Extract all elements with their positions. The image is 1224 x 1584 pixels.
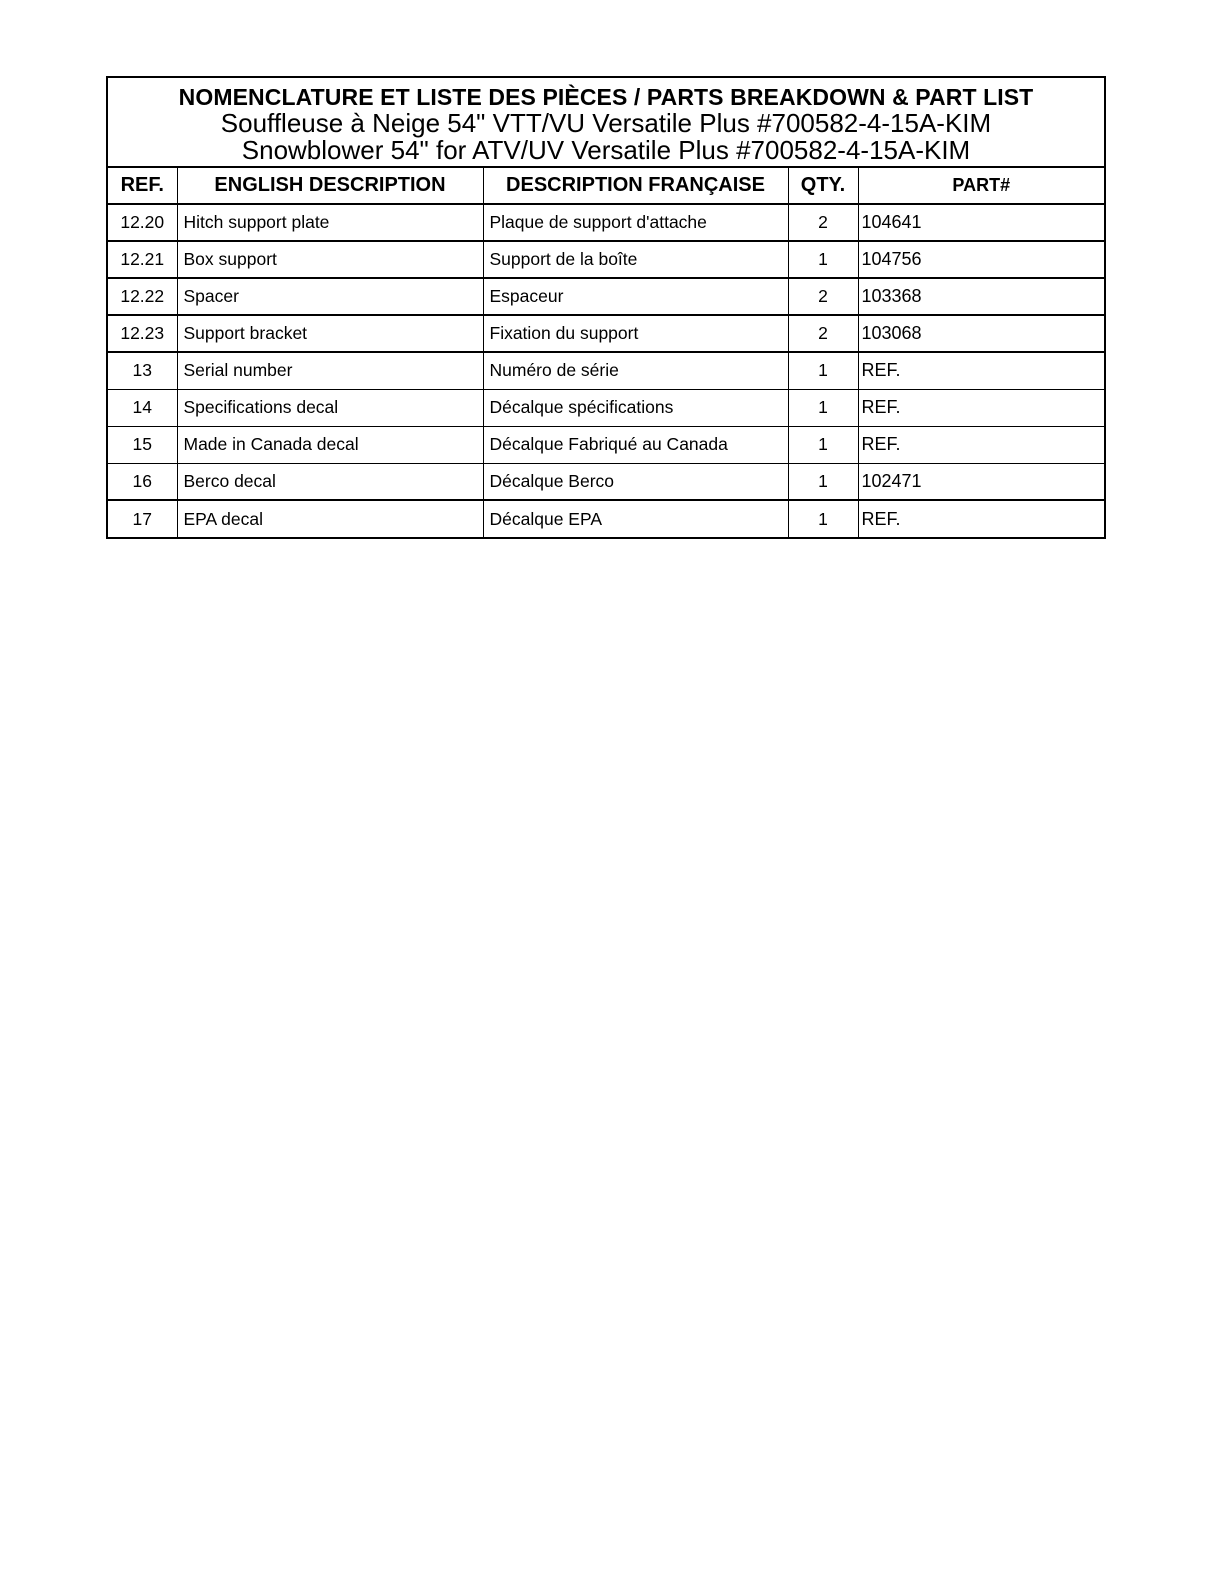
column-header-english-description: ENGLISH DESCRIPTION xyxy=(177,168,483,204)
row-part-number: 102471 xyxy=(858,463,1104,500)
row-french-description: Fixation du support xyxy=(483,315,788,352)
row-french-description: Décalque EPA xyxy=(483,500,788,537)
row-french-description: Décalque spécifications xyxy=(483,389,788,426)
row-english-description: Spacer xyxy=(177,278,483,315)
table-row xyxy=(108,204,1104,241)
column-header-part-number: PART# xyxy=(858,168,1104,204)
row-ref: 13 xyxy=(108,352,177,389)
row-french-description: Support de la boîte xyxy=(483,241,788,278)
row-part-number: 104756 xyxy=(858,241,1104,278)
row-english-description: Support bracket xyxy=(177,315,483,352)
row-qty: 1 xyxy=(788,389,858,426)
row-english-description: Specifications decal xyxy=(177,389,483,426)
row-part-number: REF. xyxy=(858,426,1104,463)
row-french-description: Espaceur xyxy=(483,278,788,315)
table-row xyxy=(108,389,1104,426)
row-qty: 1 xyxy=(788,352,858,389)
row-english-description: Berco decal xyxy=(177,463,483,500)
table-row xyxy=(108,463,1104,500)
parts-list-sheet xyxy=(106,76,1106,539)
row-ref: 17 xyxy=(108,500,177,537)
row-english-description: Serial number xyxy=(177,352,483,389)
row-qty: 1 xyxy=(788,463,858,500)
table-row xyxy=(108,278,1104,315)
row-part-number: REF. xyxy=(858,500,1104,537)
row-part-number: 104641 xyxy=(858,204,1104,241)
row-english-description: Hitch support plate xyxy=(177,204,483,241)
row-french-description: Numéro de série xyxy=(483,352,788,389)
row-part-number: 103068 xyxy=(858,315,1104,352)
document-title: NOMENCLATURE ET LISTE DES PIÈCES / PARTS BREAKDOWN & PART LIST xyxy=(178,84,1034,110)
table-header-row xyxy=(108,168,1104,204)
table-row xyxy=(108,500,1104,537)
row-part-number: REF. xyxy=(858,352,1104,389)
row-part-number: 103368 xyxy=(858,278,1104,315)
table-row xyxy=(108,241,1104,278)
table-row xyxy=(108,352,1104,389)
row-french-description: Décalque Fabriqué au Canada xyxy=(483,426,788,463)
row-part-number: REF. xyxy=(858,389,1104,426)
row-qty: 2 xyxy=(788,278,858,315)
table-row xyxy=(108,426,1104,463)
row-french-description: Décalque Berco xyxy=(483,463,788,500)
row-ref: 14 xyxy=(108,389,177,426)
column-header-ref: REF. xyxy=(120,174,164,196)
row-qty: 2 xyxy=(788,315,858,352)
row-qty: 1 xyxy=(788,241,858,278)
row-english-description: EPA decal xyxy=(177,500,483,537)
column-header-qty: QTY. xyxy=(788,168,858,204)
row-qty: 1 xyxy=(788,426,858,463)
title-block xyxy=(108,78,1104,168)
product-title-english: Snowblower 54" for ATV/UV Versatile Plus #700582-4-15A-KIM xyxy=(241,135,971,165)
product-title-french: Souffleuse à Neige 54" VTT/VU Versatile Plus #700582-4-15A-KIM xyxy=(220,108,992,138)
row-ref: 12.21 xyxy=(108,241,177,278)
row-ref: 12.22 xyxy=(108,278,177,315)
parts-table xyxy=(108,168,1104,537)
column-header-french-description: DESCRIPTION FRANÇAISE xyxy=(483,168,788,204)
row-ref: 16 xyxy=(108,463,177,500)
row-ref: 12.23 xyxy=(108,315,177,352)
row-qty: 1 xyxy=(788,500,858,537)
row-french-description: Plaque de support d'attache xyxy=(483,204,788,241)
row-qty: 2 xyxy=(788,204,858,241)
row-ref: 15 xyxy=(108,426,177,463)
row-english-description: Made in Canada decal xyxy=(177,426,483,463)
row-english-description: Box support xyxy=(177,241,483,278)
table-row xyxy=(108,315,1104,352)
row-ref: 12.20 xyxy=(108,204,177,241)
